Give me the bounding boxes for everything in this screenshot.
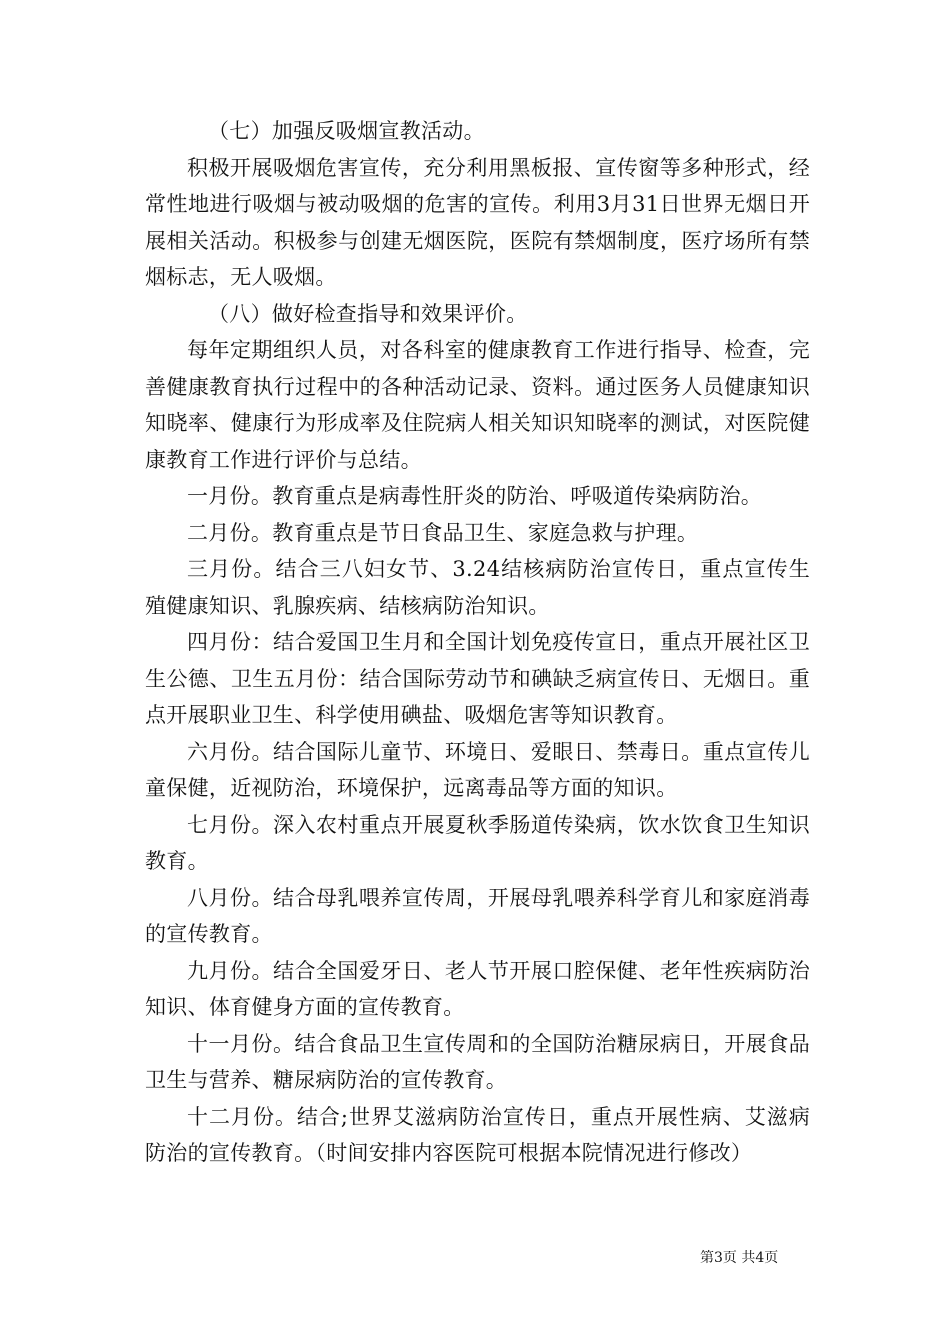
paragraph-august: 八月份。结合母乳喂养宣传周，开展母乳喂养科学育儿和家庭消毒的宣传教育。 (145, 885, 810, 946)
paragraph-february: 二月份。教育重点是节日食品卫生、家庭急救与护理。 (187, 520, 699, 545)
paragraph-november: 十一月份。结合食品卫生宣传周和的全国防治糖尿病日，开展食品卫生与营养、糖尿病防治的宣传教育。 (145, 1031, 810, 1092)
section-heading-8: （八）做好检查指导和效果评价。 (208, 301, 528, 326)
paragraph-inspection: 每年定期组织人员，对各科室的健康教育工作进行指导、检查，完善健康教育执行过程中的各种活动记录、资料。通过医务人员健康知识知晓率、健康行为形成率及住院病人相关知识知晓率的测试，对医院健康教育工作进行评价与总结。 (145, 338, 810, 472)
paragraph-march: 三月份。结合三八妇女节、3.24结核病防治宣传日，重点宣传生殖健康知识、乳腺疾病、结核病防治知识。 (145, 557, 810, 618)
paragraph-july: 七月份。深入农村重点开展夏秋季肠道传染病，饮水饮食卫生知识教育。 (145, 812, 810, 873)
paragraph-december: 十二月份。结合;世界艾滋病防治宣传日，重点开展性病、艾滋病防治的宣传教育。（时间安排内容医院可根据本院情况进行修改） (145, 1104, 810, 1165)
section-heading-7: （七）加强反吸烟宣教活动。 (208, 119, 485, 143)
paragraph-anti-smoking: 积极开展吸烟危害宣传，充分利用黑板报、宣传窗等多种形式，经常性地进行吸烟与被动吸烟的危害的宣传。利用3月31日世界无烟日开展相关活动。积极参与创建无烟医院，医院有禁烟制度，医疗场所有禁烟标志，无人吸烟。 (145, 155, 810, 289)
paragraph-april-may: 四月份：结合爱国卫生月和全国计划免疫传宣日，重点开展社区卫生公德、卫生五月份：结合国际劳动节和碘缺乏病宣传日、无烟日。重点开展职业卫生、科学使用碘盐、吸烟危害等知识教育。 (145, 630, 810, 727)
paragraph-january: 一月份。教育重点是病毒性肝炎的防治、呼吸道传染病防治。 (187, 484, 763, 508)
page-number-footer: 第3页 共4页 (700, 1250, 779, 1266)
document-body (145, 113, 810, 1172)
paragraph-june: 六月份。结合国际儿童节、环境日、爱眼日、禁毒日。重点宣传儿童保健，近视防治，环境保护，远离毒品等方面的知识。 (145, 739, 810, 800)
paragraph-september: 九月份。结合全国爱牙日、老人节开展口腔保健、老年性疾病防治知识、体育健身方面的宣传教育。 (145, 958, 810, 1019)
